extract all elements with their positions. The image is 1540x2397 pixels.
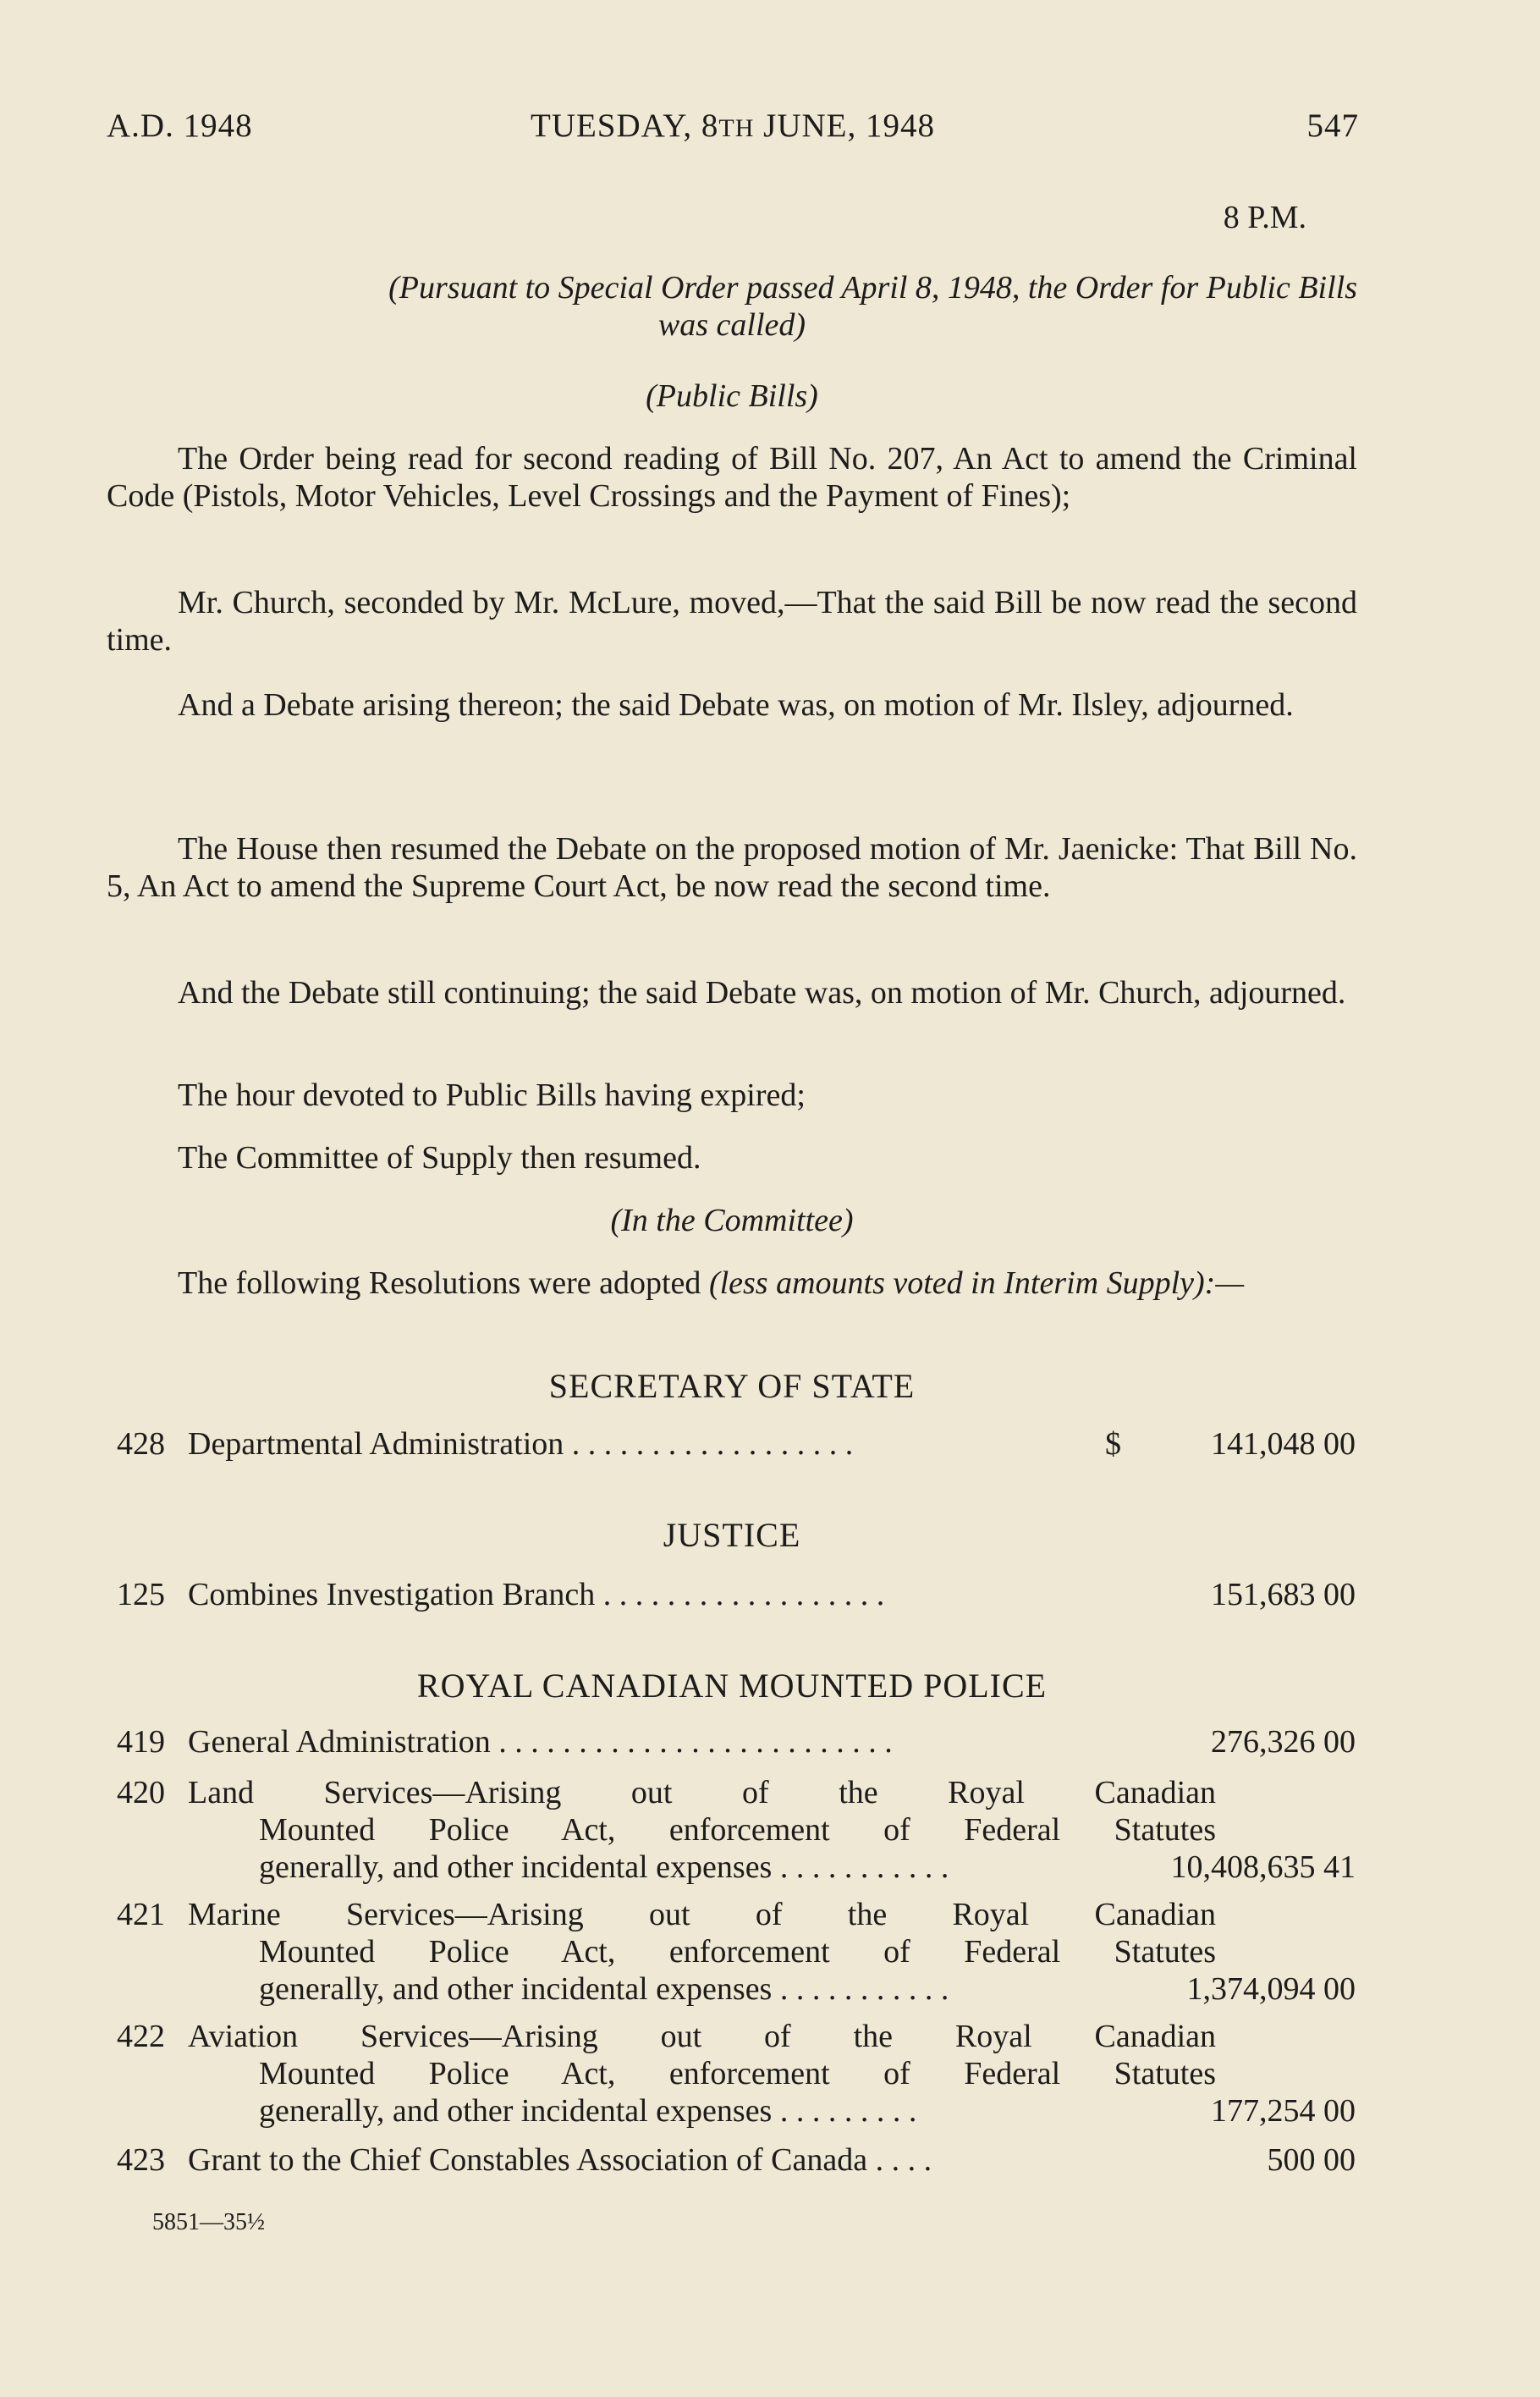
resolutions-intro-text: The following Resolutions were adopted (178, 1265, 709, 1301)
header-year: A.D. 1948 (107, 107, 253, 144)
vote-description (188, 1723, 1216, 1761)
vote-amount: 10,408,635 41 (1170, 1849, 1356, 1885)
vote-line: Departmental Administration . . . . . . . . . . . . . . . . . . (188, 1426, 854, 1462)
public-bills-heading: (Public Bills) (646, 378, 818, 414)
header-date-day: TUESDAY, 8 (531, 107, 719, 144)
vote-line: Marine Services—Arising out of the Royal Canadian (188, 1897, 1216, 1932)
header-date (107, 107, 1359, 145)
section-title: SECRETARY OF STATE (548, 1367, 916, 1405)
vote-line: Land Services—Arising out of the Royal Canadian (188, 1775, 1216, 1810)
vote-amount: 141,048 00 (1211, 1426, 1356, 1462)
vote-description (188, 2141, 1216, 2179)
paragraph-debate-ilsley: And a Debate arising thereon; the said Debate was, on motion of Mr. Ilsley, adjourned. (178, 687, 1294, 723)
vote-amount: 500 00 (1267, 2142, 1356, 2178)
vote-number: 125 (117, 1577, 165, 1612)
sitting-time: 8 P.M. (1223, 200, 1306, 235)
pursuant-line-2: was called) (657, 307, 806, 343)
resolutions-intro-italic: (less amounts voted in Interim Supply):— (708, 1265, 1245, 1301)
paragraph-hour-expired: The hour devoted to Public Bills having expired; (178, 1077, 806, 1113)
vote-description (188, 1774, 1216, 1886)
vote-line: General Administration . . . . . . . . . . . . . . . . . . . . . . . . . (188, 1724, 893, 1760)
section-title: ROYAL CANADIAN MOUNTED POLICE (416, 1667, 1048, 1705)
vote-line: generally, and other incidental expenses . . . . . . . . . . . (259, 1971, 949, 2007)
vote-line: generally, and other incidental expenses . . . . . . . . . (259, 2093, 917, 2129)
vote-number: 419 (117, 1724, 165, 1760)
vote-amount: 276,326 00 (1211, 1724, 1356, 1760)
resolutions-intro (107, 1265, 1357, 1302)
vote-number: 420 (117, 1775, 165, 1810)
vote-number: 423 (117, 2142, 165, 2178)
header-date-suffix: TH (718, 114, 755, 142)
pursuant-line-1: (Pursuant to Special Order passed April 8, 1948, the Order for Public Bills (388, 270, 1357, 306)
vote-amount: 177,254 00 (1211, 2093, 1356, 2129)
vote-line: Mounted Police Act, enforcement of Federal Statutes (259, 1934, 1216, 1970)
section-title: JUSTICE (663, 1516, 801, 1554)
vote-description (188, 2018, 1216, 2130)
vote-amount: 1,374,094 00 (1186, 1971, 1356, 2007)
vote-line: Aviation Services—Arising out of the Royal Canadian (188, 2019, 1216, 2054)
committee-heading: (In the Committee) (610, 1203, 854, 1238)
vote-line: Grant to the Chief Constables Association of Canada . . . . (188, 2142, 932, 2178)
paragraph-committee-resumed: The Committee of Supply then resumed. (178, 1140, 701, 1176)
printer-signature: 5851—35½ (152, 2209, 265, 2235)
header-date-rest: JUNE, 1948 (754, 107, 935, 144)
vote-line: Combines Investigation Branch . . . . . . . . . . . . . . . . . . (188, 1577, 885, 1612)
paragraph-motion-church: Mr. Church, seconded by Mr. McLure, moved,—That the said Bill be now read the second time. (107, 585, 1357, 658)
vote-line: Mounted Police Act, enforcement of Federal Statutes (259, 2056, 1216, 2091)
page-number: 547 (1306, 107, 1359, 144)
running-header (107, 107, 1359, 149)
paragraph-bill-5: The House then resumed the Debate on the proposed motion of Mr. Jaenicke: That Bill No. 5, An Act to amend the Supreme Court Act, be now read the second time. (107, 831, 1357, 904)
dollar-sign: $ (1105, 1426, 1121, 1462)
vote-number: 428 (117, 1426, 165, 1462)
vote-line: generally, and other incidental expenses . . . . . . . . . . . (259, 1849, 949, 1885)
vote-line: Mounted Police Act, enforcement of Federal Statutes (259, 1812, 1216, 1848)
vote-description (188, 1896, 1216, 2008)
vote-amount: 151,683 00 (1211, 1577, 1356, 1612)
vote-number: 422 (117, 2019, 165, 2054)
vote-number: 421 (117, 1897, 165, 1932)
vote-description (188, 1425, 1216, 1463)
vote-description (188, 1576, 1216, 1613)
paragraph-bill-207: The Order being read for second reading of Bill No. 207, An Act to amend the Criminal Code (Pistols, Motor Vehicles, Level Crossings and the Payment of Fines); (107, 441, 1357, 514)
paragraph-debate-church: And the Debate still continuing; the said Debate was, on motion of Mr. Church, adjourned. (178, 975, 1346, 1011)
